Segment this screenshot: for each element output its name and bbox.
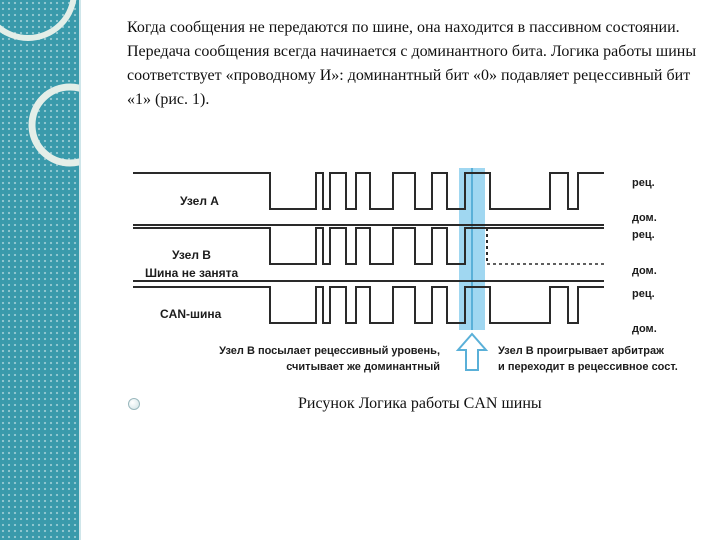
level-rec-bus: рец. [632,288,655,300]
level-dom-b: дом. [632,265,657,277]
figure-caption: Рисунок Логика работы CAN шины [298,395,542,412]
level-dom-a: дом. [632,212,657,224]
left-note-line-2: считывает же доминантный [286,361,440,373]
level-dom-bus: дом. [632,323,657,335]
level-rec-b: рец. [632,229,655,241]
label-can-bus: CAN-шина [160,307,222,321]
body-paragraph: Когда сообщения не передаются по шине, она находится в пассивном состоянии. Передача сообщения всегда начинается с доминантного бита. Логика работы шины соответствует «проводному И»: доминантный бит «0» подавляет рецессивный бит «1» (рис. 1). [127,19,697,108]
label-node-a: Узел А [180,194,219,208]
level-rec-a: рец. [632,177,655,189]
arrow-up-icon [458,334,486,370]
left-note-line-1: Узел В посылает рецессивный уровень, [219,345,440,357]
label-node-b: Узел В [172,248,211,262]
right-note-line-2: и переходит в рецессивное сост. [498,361,678,373]
bullet-icon [128,398,140,410]
label-bus-idle: Шина не занята [145,266,239,280]
right-note-line-1: Узел В проигрывает арбитраж [498,345,664,357]
